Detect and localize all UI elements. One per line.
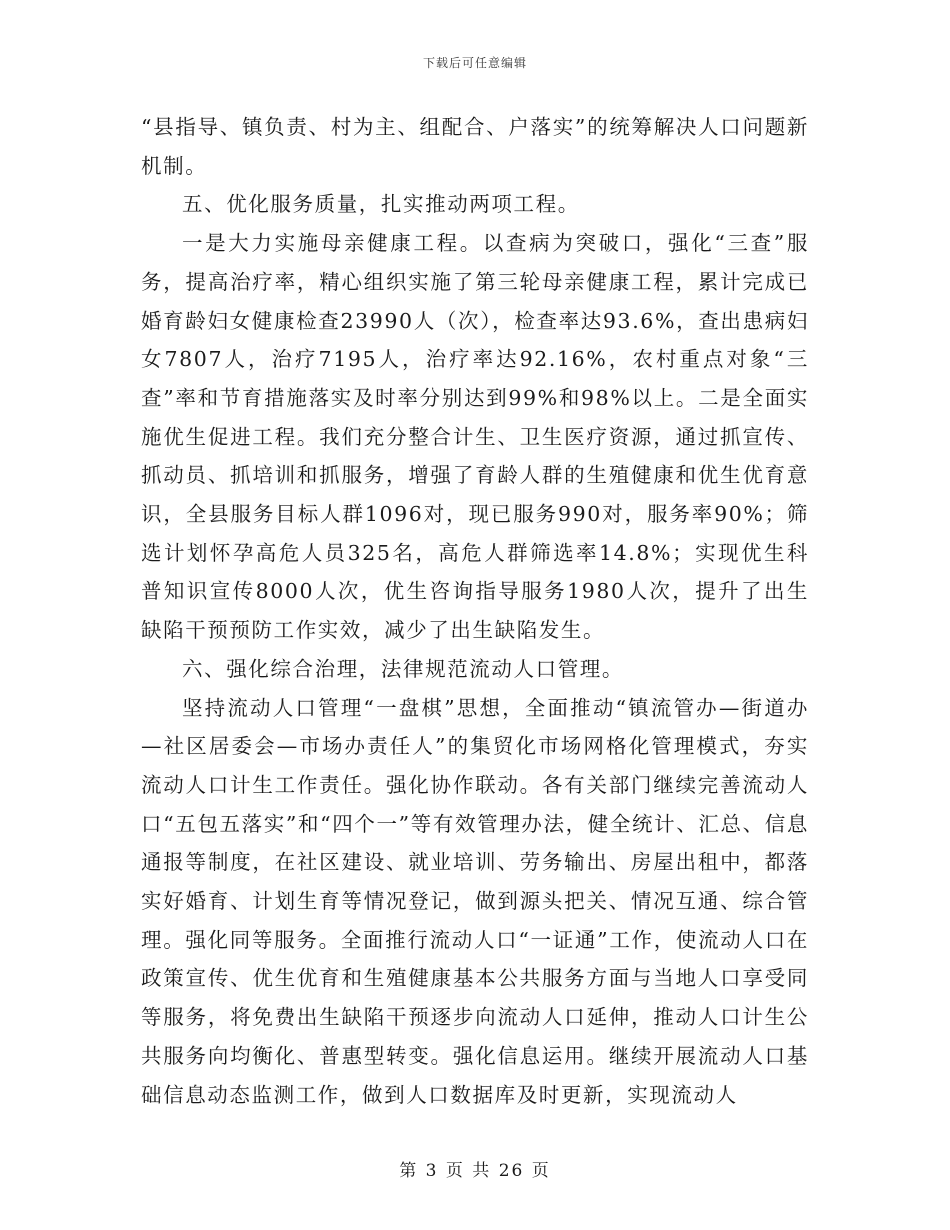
paragraph-maternal-health: 一是大力实施母亲健康工程。以查病为突破口，强化“三查”服务，提高治疗率，精心组织实施了第三轮母亲健康工程，累计完成已婚育龄妇女健康检查23990人（次），检查率达93.6%，查出患病妇女7807人，治疗7195人，治疗率达92.16%，农村重点对象“三查”率和节育措施落实及时率分别达到99%和98%以上。二是全面实施优生促进工程。我们充分整合计生、卫生医疗资源，通过抓宣传、抓动员、抓培训和抓服务，增强了育龄人群的生殖健康和优生优育意识，全县服务目标人群1096对，现已服务990对，服务率90%；筛选计划怀孕高危人员325名，高危人群筛选率14.8%；实现优生科普知识宣传8000人次，优生咨询指导服务1980人次，提升了出生缺陷干预预防工作实效，减少了出生缺陷发生。 xyxy=(141,231,809,643)
section-heading-6: 六、强化综合治理，法律规范流动人口管理。 xyxy=(182,656,624,681)
document-body xyxy=(141,108,809,1114)
section-heading-5: 五、优化服务质量，扎实推动两项工程。 xyxy=(182,192,580,217)
paragraph-1: “县指导、镇负责、村为主、组配合、户落实”的统筹解决人口问题新机制。 xyxy=(141,115,809,178)
paragraph-floating-population: 坚持流动人口管理“一盘棋”思想，全面推动“镇流管办—街道办—社区居委会—市场办责任人”的集贸化市场网格化管理模式，夯实流动人口计生工作责任。强化协作联动。各有关部门继续完善流动人口“五包五落实”和“四个一”等有效管理办法，健全统计、汇总、信息通报等制度，在社区建设、就业培训、劳务输出、房屋出租中，都落实好婚育、计划生育等情况登记，做到源头把关、情况互通、综合管理。强化同等服务。全面推行流动人口“一证通”工作，使流动人口在政策宣传、优生优育和生殖健康基本公共服务方面与当地人口享受同等服务，将免费出生缺陷干预逐步向流动人口延伸，推动人口计生公共服务向均衡化、普惠型转变。强化信息运用。继续开展流动人口基础信息动态监测工作，做到人口数据库及时更新，实现流动人 xyxy=(141,695,809,1107)
page-number-footer: 第 3 页 共 26 页 xyxy=(399,1161,551,1181)
page-header: 下载后可任意编辑 xyxy=(422,56,527,70)
